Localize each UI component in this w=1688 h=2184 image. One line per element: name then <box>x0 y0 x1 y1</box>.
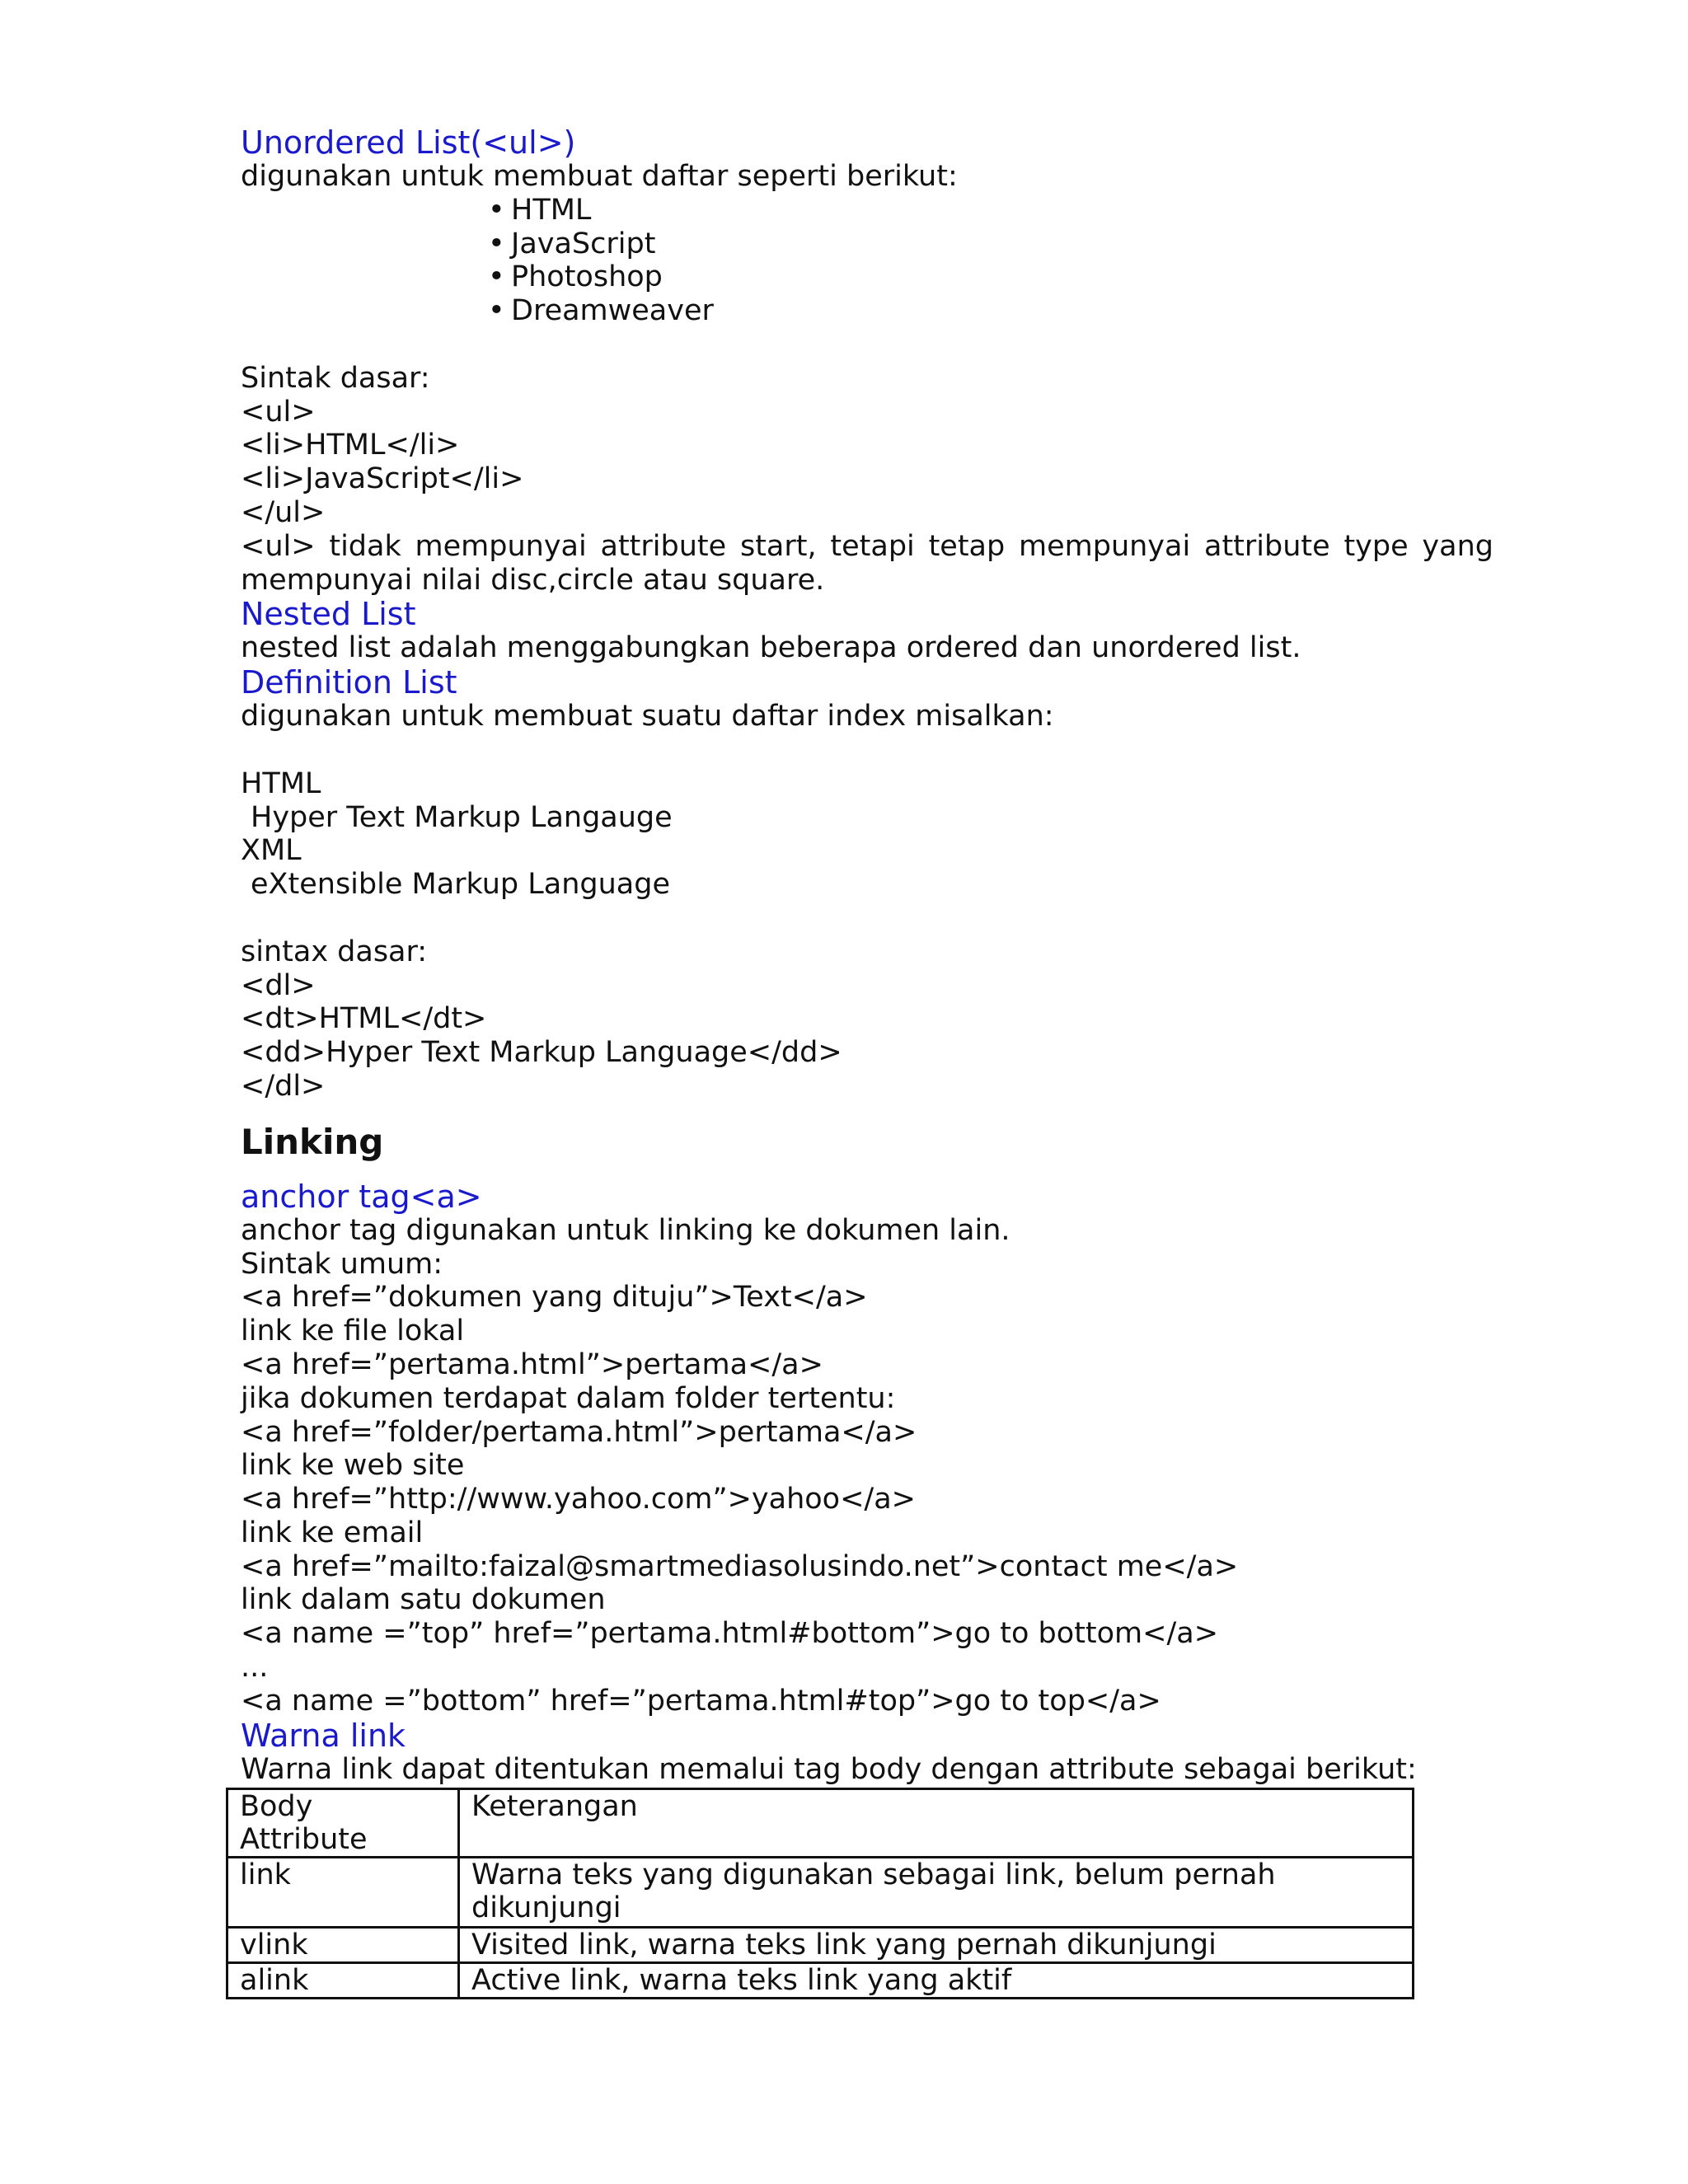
table-row <box>227 1963 1414 1999</box>
dl-syntax-label: sintax dasar: <box>241 935 428 968</box>
warna-heading: Warna link <box>241 1717 406 1754</box>
anchor-heading: anchor tag<a> <box>241 1178 482 1215</box>
ul-syntax-label: Sintak dasar: <box>241 361 430 395</box>
document-page <box>241 125 1493 1999</box>
definition-term: HTML <box>241 766 321 800</box>
dl-code-line: <dt>HTML</dt> <box>241 1002 487 1036</box>
bullet-item: • HTML <box>488 194 1493 227</box>
linking-line: <a name =”top” href=”pertama.html#bottom”>go to bottom</a> <box>241 1617 1219 1651</box>
nested-text: nested list adalah menggabungkan beberapa ordered dan unordered list. <box>241 631 1301 665</box>
ul-intro: digunakan untuk membuat daftar seperti berikut: <box>241 160 958 193</box>
definition-intro: digunakan untuk membuat suatu daftar index misalkan: <box>241 700 1054 733</box>
linking-line: anchor tag digunakan untuk linking ke dokumen lain. <box>241 1213 1010 1247</box>
table-header-cell: Body Attribute <box>227 1789 459 1858</box>
table-cell: Active link, warna teks link yang aktif <box>459 1963 1414 1999</box>
ul-code-line: <li>JavaScript</li> <box>241 462 524 496</box>
definition-heading: Definition List <box>241 664 457 701</box>
nested-heading: Nested List <box>241 596 416 633</box>
table-cell: Warna teks yang digunakan sebagai link, belum pernah dikunjungi <box>459 1858 1414 1928</box>
linking-line: <a href=”mailto:faizal@smartmediasolusindo.net”>contact me</a> <box>241 1549 1239 1583</box>
linking-title: Linking <box>241 1121 384 1162</box>
linking-line: <a name =”bottom” href=”pertama.html#top”>go to top</a> <box>241 1684 1161 1718</box>
table-cell: Visited link, warna teks link yang pernah dikunjungi <box>459 1928 1414 1963</box>
definition-description: Hyper Text Markup Langauge <box>251 800 673 834</box>
linking-line: <a href=”dokumen yang dituju”>Text</a> <box>241 1281 868 1315</box>
ul-code-line: </ul> <box>241 495 326 529</box>
definition-term: XML <box>241 834 302 868</box>
linking-line: link dalam satu dokumen <box>241 1583 606 1617</box>
bullet-item: • Photoshop <box>488 260 1493 294</box>
warna-intro: Warna link dapat ditentukan memalui tag body dengan attribute sebagai berikut: <box>241 1752 1417 1786</box>
linking-line: ... <box>241 1651 269 1685</box>
table-row <box>227 1928 1414 1963</box>
linking-line: jika dokumen terdapat dalam folder tertentu: <box>241 1381 896 1415</box>
linking-line: link ke file lokal <box>241 1315 465 1348</box>
definition-description: eXtensible Markup Language <box>251 868 670 902</box>
linking-line: <a href=”pertama.html”>pertama</a> <box>241 1347 823 1381</box>
table-cell: vlink <box>227 1928 459 1963</box>
example-bullet-list <box>241 194 1493 328</box>
ul-code-line: <ul> <box>241 395 316 429</box>
ul-note: <ul> tidak mempunyai attribute start, tetapi tetap mempunyai attribute type yang mempunyai nilai disc,circle atau square. <box>241 529 1493 597</box>
bullet-item: • Dreamweaver <box>488 294 1493 328</box>
linking-line: <a href=”folder/pertama.html”>pertama</a> <box>241 1415 917 1449</box>
linking-line: link ke email <box>241 1516 424 1549</box>
table-cell: alink <box>227 1963 459 1999</box>
table-row <box>227 1858 1414 1928</box>
ul-heading: Unordered List(<ul>) <box>241 124 576 161</box>
ul-code-line: <li>HTML</li> <box>241 429 460 462</box>
dl-code-line: </dl> <box>241 1069 326 1103</box>
dl-code-line: <dl> <box>241 968 316 1002</box>
dl-code-line: <dd>Hyper Text Markup Language</dd> <box>241 1036 842 1070</box>
table-header-row <box>227 1789 1414 1858</box>
linking-line: <a href=”http://www.yahoo.com”>yahoo</a> <box>241 1483 916 1516</box>
linking-line: link ke web site <box>241 1449 465 1483</box>
body-attribute-table <box>226 1788 1414 1999</box>
bullet-item: • JavaScript <box>488 227 1493 261</box>
table-cell: link <box>227 1858 459 1928</box>
table-header-cell: Keterangan <box>459 1789 1414 1858</box>
linking-line: Sintak umum: <box>241 1247 443 1281</box>
